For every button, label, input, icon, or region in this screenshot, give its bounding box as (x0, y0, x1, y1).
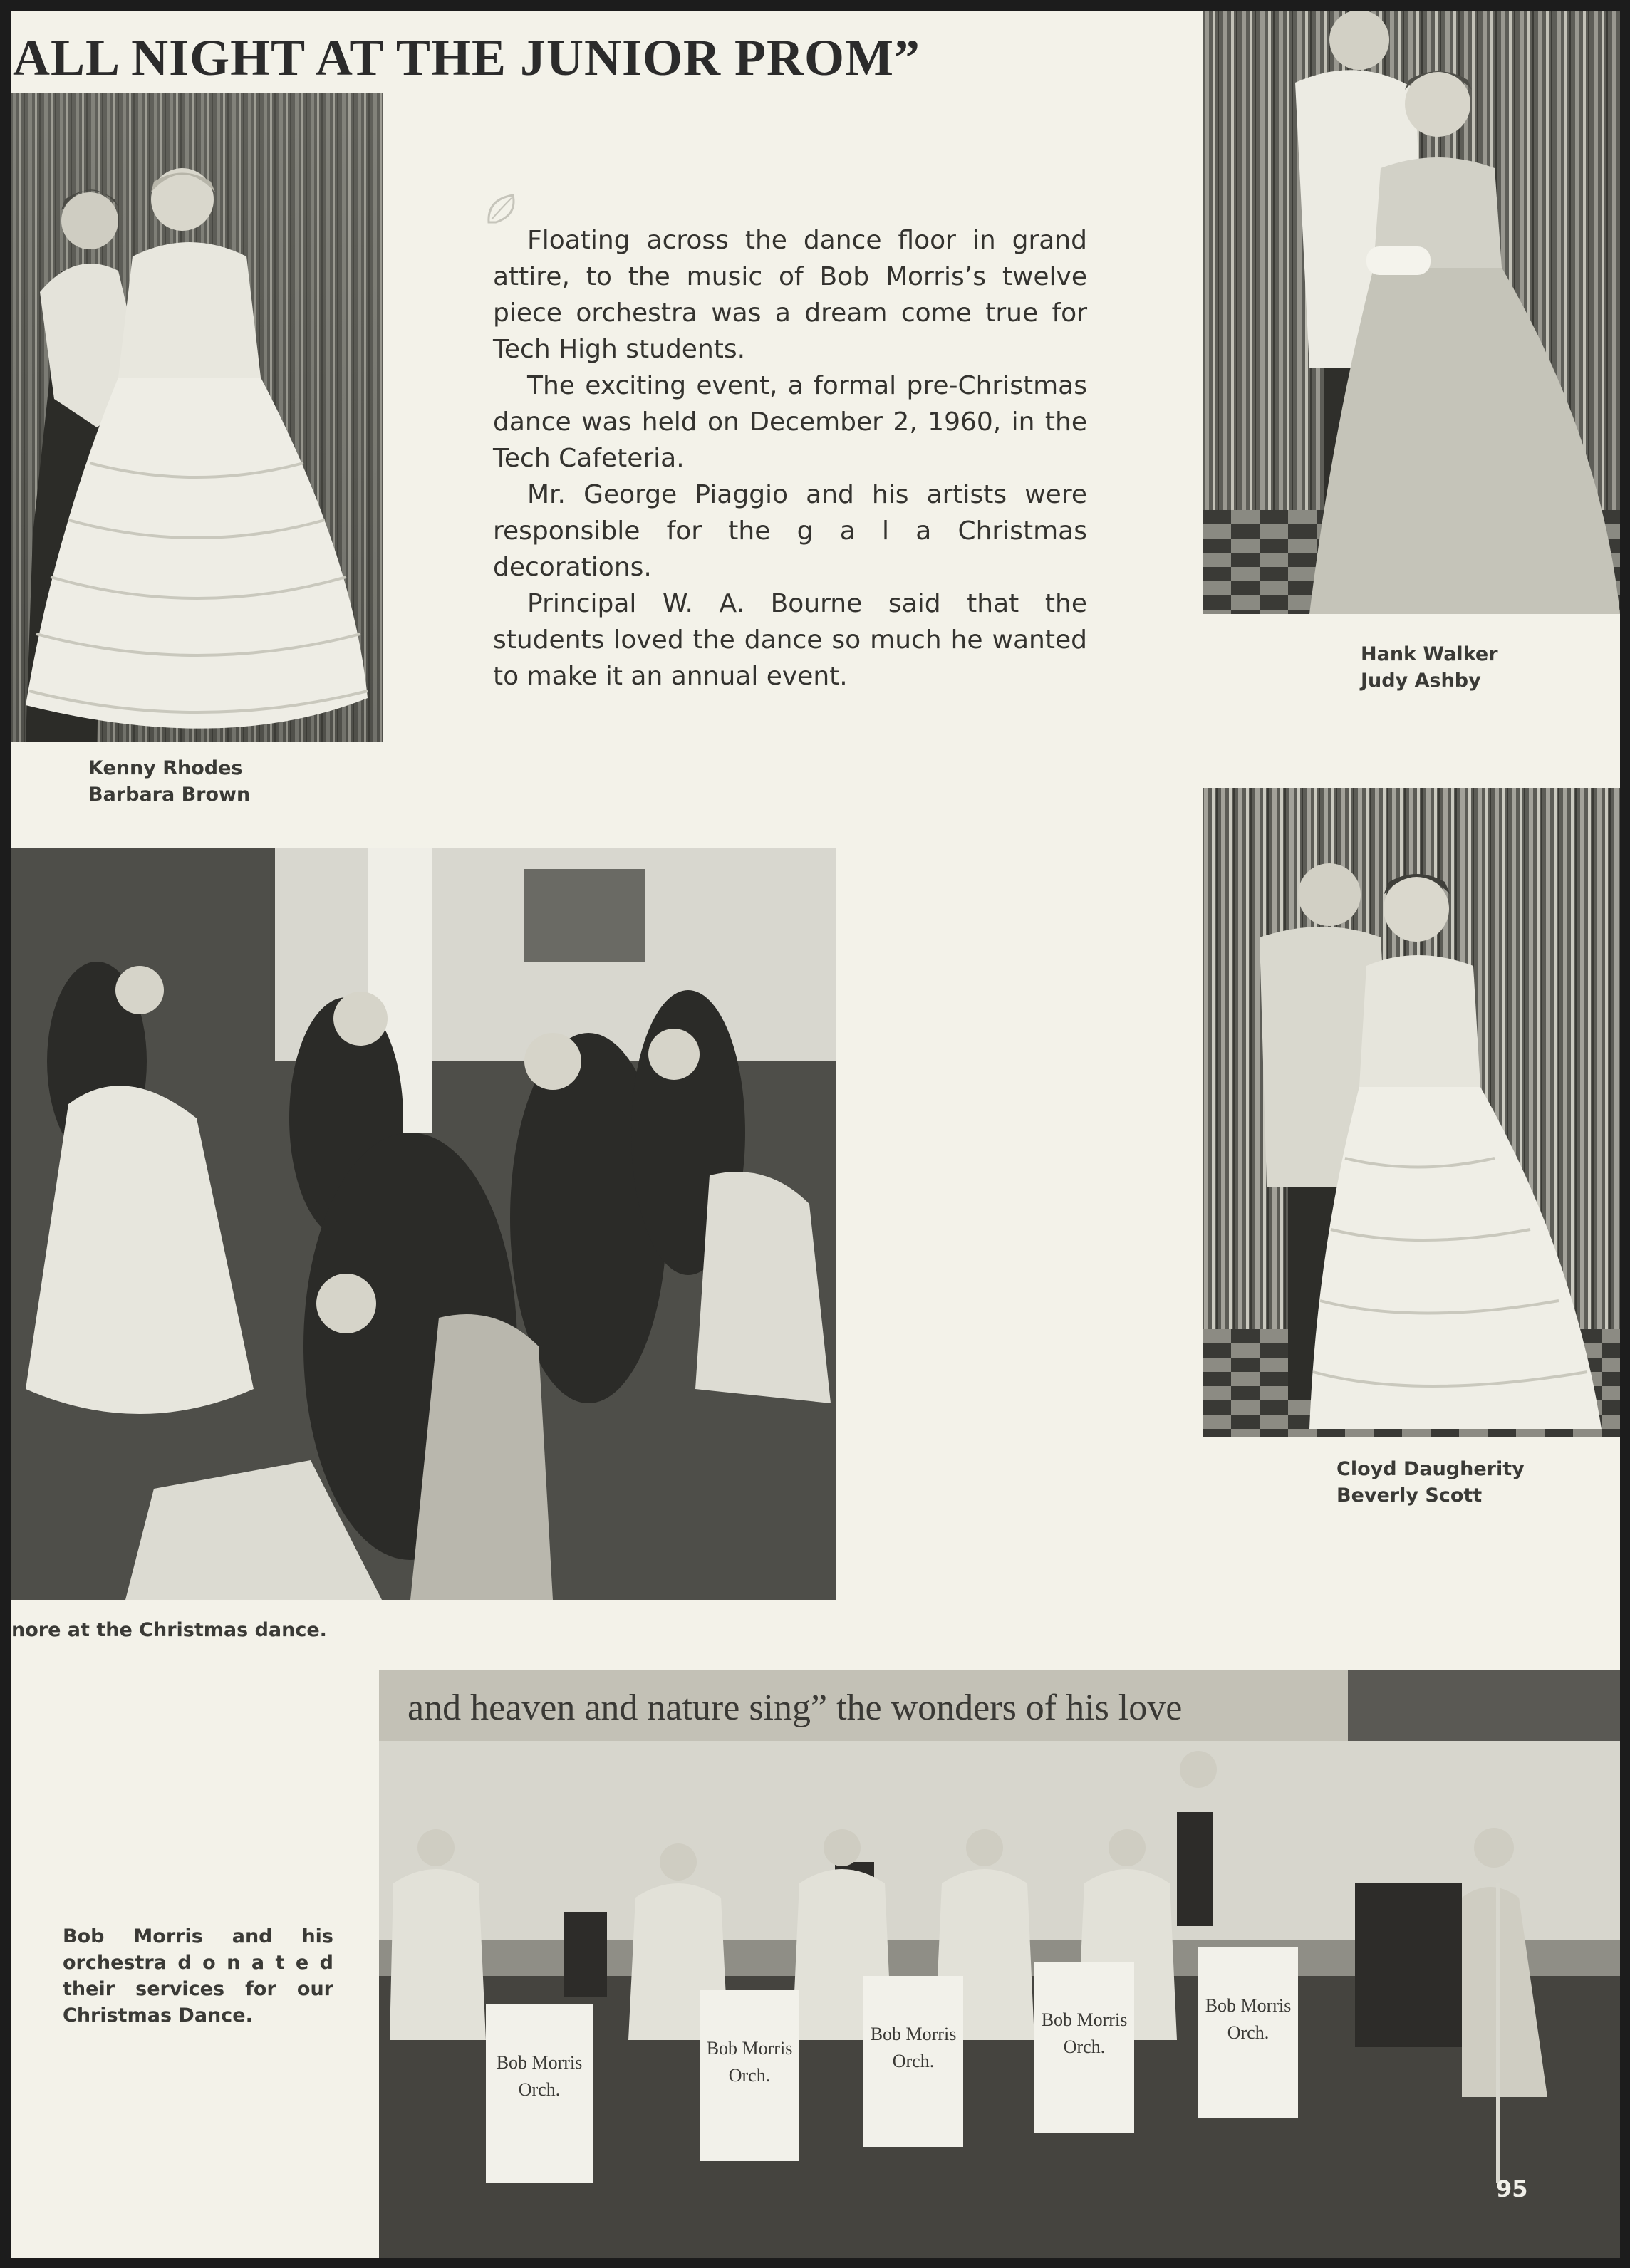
music-stand-label: Bob Morris (706, 2038, 793, 2059)
page-title: ALL NIGHT AT THE JUNIOR PROM” (13, 29, 920, 86)
page-border-left (0, 0, 11, 2268)
music-stand-label: Bob Morris (1041, 2009, 1128, 2030)
caption-name-1: Kenny Rhodes (88, 757, 243, 779)
article-paragraph: Mr. George Piaggio and his artists were responsible for the g a l a Christmas decorations. (493, 480, 1087, 582)
page-number: 95 (1496, 2175, 1528, 2202)
caption-name-2: Barbara Brown (88, 784, 251, 806)
caption-name-2: Beverly Scott (1336, 1484, 1483, 1507)
music-stand-label: Bob Morris (870, 2024, 957, 2044)
music-stand-label: Orch. (892, 2051, 935, 2071)
caption-orchestra: Bob Morris and his orchestra d o n a t e d their services for our Christmas Dance. (63, 1925, 333, 2027)
photo-couple-cloyd-beverly (1203, 788, 1620, 1437)
caption-couple-2 (1361, 641, 1498, 694)
music-stand-label: Bob Morris (1205, 1995, 1292, 2016)
photo-couple-hank-judy (1203, 11, 1620, 614)
music-stand-label: Orch. (1063, 2036, 1106, 2057)
caption-couple-3 (1336, 1456, 1525, 1509)
music-stand-label: Orch. (1227, 2022, 1270, 2043)
caption-name-1: Hank Walker (1361, 643, 1498, 665)
photo-orchestra (379, 1670, 1620, 2258)
page-border-top (0, 0, 1630, 11)
article-paragraph: The exciting event, a formal pre-Christmas dance was held on December 2, 1960, in the Tech Cafeteria. (493, 371, 1087, 473)
music-stand-label: Orch. (518, 2079, 561, 2100)
page-border-right (1620, 0, 1630, 2268)
article-paragraph: Principal W. A. Bourne said that the students loved the dance so much he wanted to make it an annual event. (493, 589, 1087, 691)
page-border-bottom (0, 2258, 1630, 2268)
music-stand-label: Bob Morris (496, 2052, 583, 2073)
music-stand-label: Orch. (728, 2065, 771, 2086)
christmas-banner-text: and heaven and nature sing” the wonders of his love (408, 1687, 1183, 1728)
article-paragraph: Floating across the dance floor in grand attire, to the music of Bob Morris’s twelve piece orchestra was a dream come true for Tech High students. (493, 226, 1087, 364)
caption-couple-1 (88, 755, 250, 808)
caption-name-2: Judy Ashby (1361, 670, 1481, 692)
caption-dance-floor: nore at the Christmas dance. (11, 1619, 327, 1641)
article-body (493, 222, 1087, 695)
photo-couple-kenny-barbara (11, 93, 383, 742)
caption-name-1: Cloyd Daugherity (1336, 1458, 1525, 1480)
photo-dance-floor (11, 848, 836, 1600)
